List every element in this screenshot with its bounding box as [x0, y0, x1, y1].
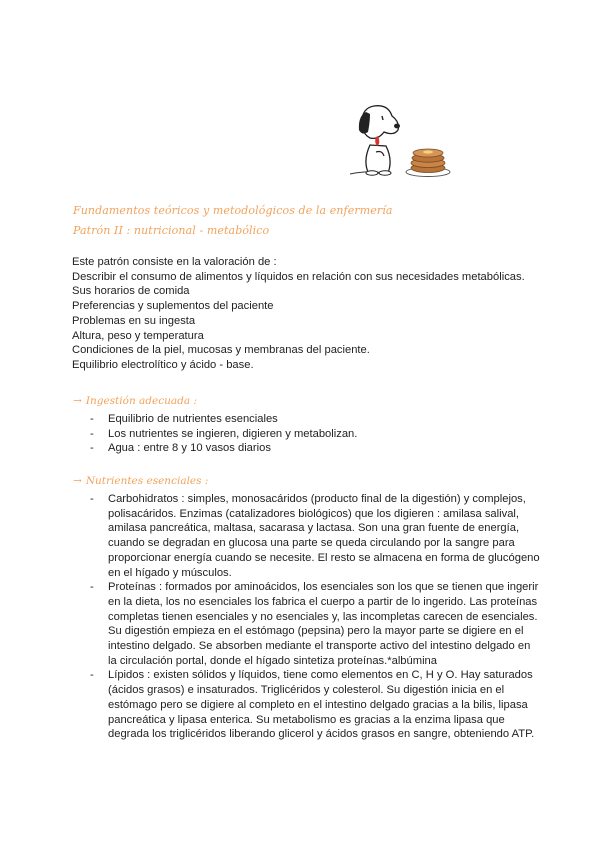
nutrients-list — [90, 492, 540, 742]
list-item — [90, 441, 540, 456]
list-item-text: Carbohidratos : simples, monosacáridos (producto final de la digestión) y complejos, polisacáridos. Enzimas (catalizadores biológicos) que los digieren : amilasa salival, amilasa pancreática, maltasa, sacarasa y lactasa. Son una gran fuente de energía, cuando se degradan en glucosa una parte se queda circulando por la sangre para proporcionar energía cuando se necesite. El resto se almacena en forma de glucógeno en el hígado y músculos. — [108, 493, 540, 579]
intro-line: Preferencias y suplementos del paciente — [72, 300, 274, 313]
section-heading-label: Nutrientes esenciales : — [85, 475, 209, 487]
list-item — [90, 580, 540, 668]
arrow-right-icon: → — [73, 475, 82, 487]
list-item-text: Los nutrientes se ingieren, digieren y metabolizan. — [108, 427, 358, 440]
dash-bullet: - — [90, 413, 94, 425]
dash-bullet: - — [90, 427, 94, 440]
intro-line: Condiciones de la piel, mucosas y membranas del paciente. — [72, 344, 370, 357]
list-item — [90, 492, 540, 580]
dash-bullet: - — [90, 581, 94, 594]
dash-bullet: - — [90, 493, 94, 505]
section-heading-label: Ingestión adecuada : — [85, 395, 198, 407]
list-item — [90, 427, 540, 442]
intro-line: Equilibrio electrolítico y ácido - base. — [72, 358, 254, 371]
list-item — [90, 668, 540, 742]
list-item-text: Agua : entre 8 y 10 vasos diarios — [108, 442, 271, 455]
snoopy-pancakes-icon — [348, 100, 458, 185]
list-item-text: Lípidos : existen sólidos y líquidos, tiene como elementos en C, H y O. Hay saturados (ácidos grasos) e insaturados. Triglicéridos y colesterol. Su digestión inicia en el estómago pero se digiere al completo en el intestino delgado gracias a la bilis, lipasa pancreática y lipasa enterica. Su metabolismo es gracias a la enzima lipasa que degrada los triglicéridos liberando glicerol y ácidos grasos en sangre, obteniendo ATP. — [108, 669, 535, 741]
document-title: Fundamentos teóricos y metodológicos de la enfermería — [73, 204, 393, 217]
list-item-text: Equilibrio de nutrientes esenciales — [108, 413, 278, 425]
dash-bullet: - — [90, 442, 94, 455]
ingestion-list — [90, 412, 540, 456]
section-heading-nutrients — [73, 475, 208, 487]
intro-line: Sus horarios de comida — [72, 285, 190, 298]
document-subtitle: Patrón II : nutricional - metabólico — [73, 224, 270, 237]
intro-line: Describir el consumo de alimentos y líquidos en relación con sus necesidades metabólicas. — [72, 270, 525, 283]
intro-paragraph — [72, 255, 542, 373]
intro-line: Altura, peso y temperatura — [72, 329, 204, 342]
section-heading-ingestion — [73, 395, 197, 407]
list-item-text: Proteínas : formados por aminoácidos, los esenciales son los que se tienen que ingerir en la dieta, los no esenciales los fabrica el cuerpo a partir de lo ingerido. Las proteínas completas tienen esenciales y no esenciales y, las incompletas carecen de esenciales. Su digestión empieza en el estómago (pepsina) pero la mayor parte se digiere en el intestino delgado. Se absorben mediante el transporte activo del intestino delgado en la circulación portal, donde el hígado sintetiza proteínas.*albúmina — [108, 581, 539, 667]
intro-line: Problemas en su ingesta — [72, 314, 196, 327]
list-item — [90, 412, 540, 427]
dash-bullet: - — [90, 669, 94, 682]
intro-line: Este patrón consiste en la valoración de : — [72, 256, 277, 268]
arrow-right-icon: → — [73, 395, 82, 407]
